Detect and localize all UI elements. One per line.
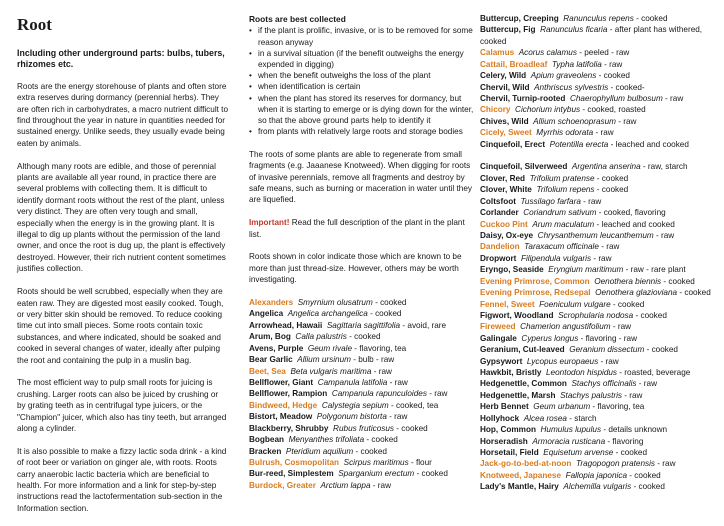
plant-use: - raw, starch bbox=[640, 162, 688, 172]
plant-common-name: Buttercup, Creeping bbox=[480, 14, 559, 23]
plant-common-name: Calamus bbox=[480, 48, 515, 58]
plant-common-name: Beet, Sea bbox=[249, 366, 286, 376]
plant-use: - cooked bbox=[644, 345, 678, 355]
plant-use: - cooked bbox=[633, 14, 668, 23]
plant-latin-name: Arctium lappa bbox=[320, 480, 371, 490]
plant-common-name: Arrowhead, Hawaii bbox=[249, 320, 323, 330]
plant-list-item bbox=[249, 434, 475, 445]
page-subtitle: Including other underground parts: bulbs, tubers, rhizomes etc. bbox=[17, 48, 225, 70]
plant-list-item bbox=[480, 161, 718, 172]
plant-list-item bbox=[480, 401, 718, 412]
plant-list bbox=[480, 161, 718, 492]
plant-list-item bbox=[480, 447, 718, 458]
plant-list-item bbox=[480, 116, 718, 127]
plant-use: - raw bbox=[616, 116, 637, 126]
plant-latin-name: Campanula latifolia bbox=[317, 378, 388, 388]
plant-common-name: Bulrush, Cosmopolitan bbox=[249, 457, 340, 467]
plant-list-item bbox=[249, 320, 475, 331]
plant-use: - cooked bbox=[372, 298, 407, 308]
plant-common-name: Cuckoo Pint bbox=[480, 219, 528, 229]
intro-paragraph: Although many roots are edible, and those of perennial plants are available all year round, in practice there are several problems with collecting them. It is difficult to identify dormant roots without the rest of the plant, unless very distinct. They are often very tough and small, especially when the energy is in the growing plant. It is illegal to dig up plants without the permission of the land owner, and once the root is dug up, the plant is effectively destroyed. However, their rich nutrient content sometimes justifies collection. bbox=[17, 161, 226, 274]
plant-use: - cooked bbox=[633, 310, 667, 320]
plant-common-name: Evening Primrose, Common bbox=[480, 276, 590, 286]
plant-latin-name: Potentilla erecta bbox=[549, 139, 609, 149]
plant-use: - leached and cooked bbox=[608, 139, 689, 149]
plant-latin-name: Geum rivale bbox=[307, 343, 353, 353]
plant-list-item bbox=[480, 47, 718, 58]
plant-common-name: Cinquefoil, Silverweed bbox=[480, 162, 568, 172]
plant-latin-name: Tussilago farfara bbox=[520, 196, 581, 206]
plant-latin-name: Sagittaria sagittifolia bbox=[326, 320, 401, 330]
plant-use: - cooked, tea bbox=[388, 400, 439, 410]
plant-list bbox=[480, 13, 718, 150]
plant-latin-name: Oenothera biennis bbox=[594, 276, 662, 286]
plant-common-name: Alexanders bbox=[249, 298, 294, 308]
plant-list-item bbox=[480, 13, 718, 24]
plant-latin-name: Armoracia rusticana bbox=[532, 436, 606, 446]
plant-use: - flavoring - raw bbox=[578, 333, 638, 343]
plant-latin-name: Stachys officinalis bbox=[571, 379, 637, 389]
plant-use: - leached and cooked bbox=[594, 219, 675, 229]
plant-list-item bbox=[480, 104, 718, 115]
plant-use: - avoid, rare bbox=[400, 320, 447, 330]
list-item: • from plants with relatively large roots and storage bodies bbox=[249, 126, 475, 137]
plant-list-item bbox=[480, 230, 718, 241]
plant-common-name: Hawkbit, Bristly bbox=[480, 368, 542, 378]
plant-list-item bbox=[249, 400, 475, 411]
plant-list-item bbox=[249, 411, 475, 422]
plant-latin-name: Smyrnium olusatrum bbox=[297, 298, 373, 308]
plant-common-name: Eryngo, Seaside bbox=[480, 265, 544, 275]
plant-common-name: Bur-reed, Simplestem bbox=[249, 469, 334, 479]
plant-list-item bbox=[249, 331, 475, 342]
plant-latin-name: Acorus calamus bbox=[518, 48, 577, 58]
plant-list-item bbox=[480, 344, 718, 355]
plant-common-name: Avens, Purple bbox=[249, 343, 304, 353]
plant-latin-name: Apium graveolens bbox=[530, 71, 597, 81]
plant-latin-name: Allium schoenoprasum bbox=[533, 116, 616, 126]
important-text: Read the full description of the plant in the plant list. bbox=[249, 218, 465, 239]
plant-list-item bbox=[480, 299, 718, 310]
plant-common-name: Fireweed bbox=[480, 322, 516, 332]
plant-list-item bbox=[249, 297, 475, 308]
plant-use: - cooked, flavoring bbox=[596, 208, 666, 218]
plant-list-item bbox=[480, 367, 718, 378]
plant-use: - roasted, beverage bbox=[617, 368, 691, 378]
plant-common-name: Bogbean bbox=[249, 435, 285, 445]
list-gap bbox=[480, 150, 718, 161]
plant-common-name: Gypsywort bbox=[480, 356, 523, 366]
plant-list-item bbox=[480, 93, 718, 104]
plant-latin-name: Arum maculatum bbox=[532, 219, 595, 229]
plant-list-item bbox=[249, 446, 475, 457]
plant-common-name: Hop, Common bbox=[480, 425, 536, 435]
plant-use: - cooked- bbox=[608, 82, 645, 92]
regenerate-paragraph: The roots of some plants are able to regenerate from small fragments (e.g. Jaaanese Knotweed). When digging for roots of invasive perennials, remove all fragments and destroy by safe means, such as burning or maceration in water until they are liquefied. bbox=[249, 149, 472, 205]
plant-latin-name: Anthriscus sylvestris bbox=[534, 82, 609, 92]
plant-latin-name: Ranunculus repens bbox=[563, 14, 634, 23]
plant-common-name: Bindweed, Hedge bbox=[249, 400, 318, 410]
color-note: Roots shown in color indicate those which are known to be more than just thread-size. However, others may be worth investigating. bbox=[249, 252, 462, 285]
plant-latin-name: Trifolium repens bbox=[536, 185, 595, 195]
plant-common-name: Hedgenettle, Marsh bbox=[480, 390, 556, 400]
plant-use: - raw bbox=[598, 242, 620, 252]
intro-paragraph: It is also possible to make a fizzy lactic soda drink - a kind of root beer or variation on ginger ale, with roots. Roots carry anaerobic lactic bacteria which are beneficial to health. For more information and a link for step-by-step instructions read the lactofermentation sub-section in the Information section. bbox=[17, 446, 227, 513]
plant-latin-name: Oenothera glazioviana bbox=[595, 288, 678, 298]
plant-common-name: Chives, Wild bbox=[480, 116, 529, 126]
plant-latin-name: Geum urbanum bbox=[533, 402, 591, 412]
plant-latin-name: Equisetum arvense bbox=[543, 448, 614, 458]
plant-common-name: Horseradish bbox=[480, 436, 528, 446]
plant-common-name: Arum, Bog bbox=[249, 332, 291, 342]
plant-latin-name: Pteridium aquilium bbox=[285, 446, 354, 456]
list-item: • when the plant has stored its reserves for dormancy, but when it is starting to emerge or is dying down for the winter, so that the above ground parts help to identify it bbox=[249, 93, 475, 127]
plant-list-item bbox=[480, 82, 718, 93]
plant-use: - cooked bbox=[610, 299, 645, 309]
plant-latin-name: Filipendula vulgaris bbox=[520, 253, 592, 263]
plant-common-name: Cinquefoil, Erect bbox=[480, 139, 546, 149]
plant-latin-name: Coriandrum sativum bbox=[523, 208, 597, 218]
plant-use: - cooked bbox=[596, 71, 630, 81]
plant-common-name: Burdock, Greater bbox=[249, 480, 316, 490]
plant-latin-name: Lycopus europaeus bbox=[526, 356, 599, 366]
list-item: • when the benefit outweighs the loss of the plant bbox=[249, 70, 475, 81]
plant-common-name: Clover, Red bbox=[480, 173, 526, 183]
plant-list bbox=[249, 297, 475, 491]
plant-use: - bulb - raw bbox=[350, 355, 395, 365]
plant-common-name: Buttercup, Fig bbox=[480, 25, 536, 35]
plant-common-name: Jack-go-to-bed-at-noon bbox=[480, 459, 572, 469]
plant-use: - cooked bbox=[661, 276, 695, 286]
plant-latin-name: Angelica archangelica bbox=[287, 309, 368, 319]
plant-use: - flavoring, tea bbox=[590, 402, 645, 412]
plant-common-name: Herb Bennet bbox=[480, 402, 529, 412]
plant-use: - raw bbox=[653, 231, 675, 240]
intro-paragraph: Roots should be well scrubbed, especially when they are eaten raw. They are digested most easily cooked. Tough, or very bitter skin should be removed. To reduce cooking time cut into small pieces. Some roots contain toxic substances, and where indicated, should be soaked and cooked in several changes of water, ideally after pulping the root and containing the pulp in a muslin bag. bbox=[17, 287, 224, 365]
plant-common-name: Bracken bbox=[249, 446, 282, 456]
plant-latin-name: Typha latifolia bbox=[551, 59, 602, 69]
plant-latin-name: Fallopia japonica bbox=[565, 470, 628, 480]
plant-use: - starch bbox=[566, 413, 597, 423]
collection-column bbox=[249, 14, 475, 491]
plant-use: - flavoring bbox=[605, 436, 644, 446]
plant-latin-name: Trifolium pratense bbox=[529, 173, 595, 183]
intro-column bbox=[17, 16, 229, 526]
plant-latin-name: Tragopogon pratensis bbox=[575, 459, 656, 469]
plant-use: - raw bbox=[580, 196, 602, 206]
list-item: • if the plant is prolific, invasive, or is to be removed for some reason anyway bbox=[249, 25, 475, 47]
plant-latin-name: Chamerion angustifolium bbox=[520, 322, 611, 332]
plant-use: - raw bbox=[386, 412, 408, 422]
plant-common-name: Blackberry, Shrubby bbox=[249, 423, 329, 433]
plant-list-item bbox=[480, 378, 718, 389]
plant-latin-name: Stachys palustris bbox=[560, 390, 622, 400]
plant-list-item bbox=[480, 310, 718, 321]
plant-latin-name: Ranunculus ficaria bbox=[540, 25, 608, 35]
plant-latin-name: Argentina anserina bbox=[571, 162, 641, 172]
plant-list-item bbox=[480, 481, 718, 492]
plant-list-item bbox=[249, 354, 475, 365]
plant-use: - raw - rare plant bbox=[623, 265, 686, 275]
plant-list-item bbox=[480, 196, 718, 207]
plant-latin-name: Campanula rapunculoides bbox=[331, 389, 427, 399]
plant-list-item bbox=[249, 423, 475, 434]
intro-paragraph: Roots are the energy storehouse of plants and often store extra reserves during dormancy (perennial herbs). They are often rich in carbohydrates, a macro nutrient difficult to find throughout the year in nature in quantities needed for sustained energy. Unlike seeds, they usually evade being eaten by animals. bbox=[17, 81, 229, 148]
plant-use: - cooked bbox=[677, 288, 711, 298]
plant-use: - raw bbox=[371, 366, 392, 376]
plant-latin-name: Chaerophyllum bulbosum bbox=[569, 93, 663, 103]
plant-use: - raw bbox=[662, 93, 684, 103]
plant-list-item bbox=[480, 458, 718, 469]
plant-common-name: Chervil, Wild bbox=[480, 82, 530, 92]
plant-latin-name: Scirpus maritimus bbox=[343, 457, 409, 467]
plant-list-item bbox=[480, 70, 718, 81]
plant-list-item bbox=[480, 219, 718, 230]
plant-list-column bbox=[480, 13, 718, 493]
plant-common-name: Cattail, Broadleaf bbox=[480, 59, 548, 69]
plant-use: - after plant has withered, cooked bbox=[480, 25, 703, 46]
plant-list-item bbox=[480, 276, 718, 287]
plant-use: - cooked, roasted bbox=[580, 105, 646, 115]
plant-use: - flour bbox=[408, 457, 432, 467]
plant-list-item bbox=[480, 253, 718, 264]
plant-common-name: Lady's Mantle, Hairy bbox=[480, 482, 559, 492]
list-item: • in a survival situation (if the benefit outweighs the energy expended in digging) bbox=[249, 48, 475, 70]
plant-common-name: Cicely, Sweet bbox=[480, 128, 532, 138]
plant-latin-name: Rubus fruticosus bbox=[333, 423, 395, 433]
plant-list-item bbox=[480, 436, 718, 447]
plant-use: - raw bbox=[387, 378, 408, 388]
plant-use: - cooked bbox=[394, 423, 428, 433]
plant-common-name: Chicory bbox=[480, 105, 511, 115]
plant-list-item bbox=[249, 366, 475, 377]
plant-latin-name: Alchemilla vulgaris bbox=[563, 482, 632, 492]
plant-common-name: Clover, White bbox=[480, 185, 532, 195]
list-item: • when identification is certain bbox=[249, 81, 475, 92]
plant-list-item bbox=[480, 424, 718, 435]
plant-use: - cooked bbox=[346, 332, 381, 342]
plant-common-name: Angelica bbox=[249, 309, 284, 319]
plant-use: - raw bbox=[598, 356, 619, 366]
plant-use: - peeled - raw bbox=[576, 48, 630, 58]
plant-list-item bbox=[249, 308, 475, 319]
plant-common-name: Celery, Wild bbox=[480, 71, 527, 81]
collected-list bbox=[249, 25, 475, 137]
plant-list-item bbox=[480, 139, 718, 150]
plant-common-name: Hollyhock bbox=[480, 413, 520, 423]
plant-use: - raw bbox=[655, 459, 676, 469]
plant-common-name: Knotweed, Japanese bbox=[480, 470, 561, 480]
plant-latin-name: Eryngium maritimum bbox=[548, 265, 624, 275]
plant-latin-name: Scrophularia nodosa bbox=[558, 310, 634, 320]
plant-list-item bbox=[480, 333, 718, 344]
plant-use: - raw bbox=[593, 128, 614, 138]
plant-common-name: Bellflower, Rampion bbox=[249, 389, 328, 399]
plant-use: - cooked bbox=[594, 185, 629, 195]
plant-common-name: Galingale bbox=[480, 333, 517, 343]
plant-latin-name: Cichorium intybus bbox=[515, 105, 581, 115]
plant-latin-name: Calla palustris bbox=[295, 332, 347, 342]
plant-list-item bbox=[480, 470, 718, 481]
plant-latin-name: Leontodon hispidus bbox=[546, 368, 618, 378]
plant-latin-name: Geranium dissectum bbox=[569, 345, 645, 355]
plant-use: - cooked bbox=[414, 469, 448, 479]
plant-use: - cooked bbox=[613, 448, 648, 458]
plant-common-name: Figwort, Woodland bbox=[480, 310, 554, 320]
plant-list-item bbox=[480, 321, 718, 332]
plant-common-name: Fennel, Sweet bbox=[480, 299, 535, 309]
plant-use: - raw bbox=[636, 379, 657, 389]
plant-list-item bbox=[480, 287, 718, 298]
plant-use: - cooked bbox=[631, 482, 665, 492]
plant-use: - raw bbox=[426, 389, 448, 399]
plant-use: - cooked bbox=[364, 435, 398, 445]
plant-list-item bbox=[480, 241, 718, 252]
plant-latin-name: Allium ursinum bbox=[297, 355, 351, 365]
plant-use: - cooked bbox=[353, 446, 387, 456]
plant-list-item bbox=[249, 457, 475, 468]
important-note bbox=[249, 217, 475, 240]
plant-use: - raw bbox=[621, 390, 643, 400]
plant-list-item bbox=[480, 390, 718, 401]
plant-common-name: Hedgenettle, Common bbox=[480, 379, 567, 389]
plant-list-item bbox=[249, 480, 475, 491]
plant-common-name: Daisy, Ox-eye bbox=[480, 231, 534, 240]
plant-list-item bbox=[480, 184, 718, 195]
plant-common-name: Dropwort bbox=[480, 253, 517, 263]
plant-list-item bbox=[480, 356, 718, 367]
plant-latin-name: Chrysanthemum leucanthemum bbox=[537, 231, 654, 240]
plant-latin-name: Beta vulgaris maritima bbox=[290, 366, 372, 376]
plant-common-name: Coltsfoot bbox=[480, 196, 516, 206]
plant-common-name: Evening Primrose, Redsepal bbox=[480, 288, 591, 298]
plant-list-item bbox=[480, 173, 718, 184]
plant-use: - raw bbox=[610, 322, 632, 332]
plant-common-name: Horsetail, Field bbox=[480, 448, 539, 458]
plant-list-item bbox=[480, 24, 718, 47]
plant-common-name: Bistort, Meadow bbox=[249, 412, 313, 422]
plant-common-name: Bear Garlic bbox=[249, 355, 293, 365]
plant-common-name: Bellflower, Giant bbox=[249, 378, 314, 388]
plant-list-item bbox=[480, 207, 718, 218]
plant-use: - raw bbox=[370, 480, 391, 490]
plant-latin-name: Foeniculum vulgare bbox=[539, 299, 611, 309]
plant-common-name: Geranium, Cut-leaved bbox=[480, 345, 565, 355]
plant-latin-name: Calystegia sepium bbox=[321, 400, 389, 410]
plant-latin-name: Myrrhis odorata bbox=[536, 128, 594, 138]
plant-list-item bbox=[249, 377, 475, 388]
plant-use: - flavoring, tea bbox=[352, 343, 407, 353]
plant-list-item bbox=[480, 413, 718, 424]
plant-use: - raw bbox=[591, 253, 612, 263]
plant-list-item bbox=[249, 388, 475, 399]
collected-heading: Roots are best collected bbox=[249, 14, 346, 24]
plant-common-name: Dandelion bbox=[480, 242, 520, 252]
plant-latin-name: Humulus lupulus bbox=[540, 425, 602, 435]
plant-list-item bbox=[249, 343, 475, 354]
plant-list-item bbox=[480, 59, 718, 70]
plant-common-name: Corlander bbox=[480, 208, 519, 218]
plant-latin-name: Taraxacum officinale bbox=[524, 242, 599, 252]
intro-paragraph: The most efficient way to pulp small roots for juicing is crushing. Larger roots can also be juiced by crushing or by grating teeth as in centrifugal type juicers, or the "Champion" juicer, which also has tiny teeth, but arranged along a cylinder. bbox=[17, 378, 227, 433]
plant-list-item bbox=[480, 127, 718, 138]
plant-latin-name: Menyanthes trifoliata bbox=[288, 435, 365, 445]
plant-use: - cooked bbox=[627, 470, 661, 480]
plant-use: - raw bbox=[601, 59, 623, 69]
plant-use: - cooked bbox=[594, 173, 629, 183]
page-title: Root bbox=[17, 15, 52, 34]
plant-list-item bbox=[480, 264, 718, 275]
plant-latin-name: Sparganium erectum bbox=[338, 469, 415, 479]
plant-common-name: Chervil, Turnip-rooted bbox=[480, 93, 566, 103]
plant-latin-name: Cyperus longus bbox=[521, 333, 579, 343]
important-label: Important! bbox=[249, 218, 290, 228]
plant-latin-name: Alcea rosea bbox=[523, 413, 567, 423]
plant-use: - details unknown bbox=[601, 425, 668, 435]
plant-use: - cooked bbox=[367, 309, 402, 319]
plant-list-item bbox=[249, 468, 475, 479]
plant-latin-name: Polygonum bistorta bbox=[316, 412, 387, 422]
